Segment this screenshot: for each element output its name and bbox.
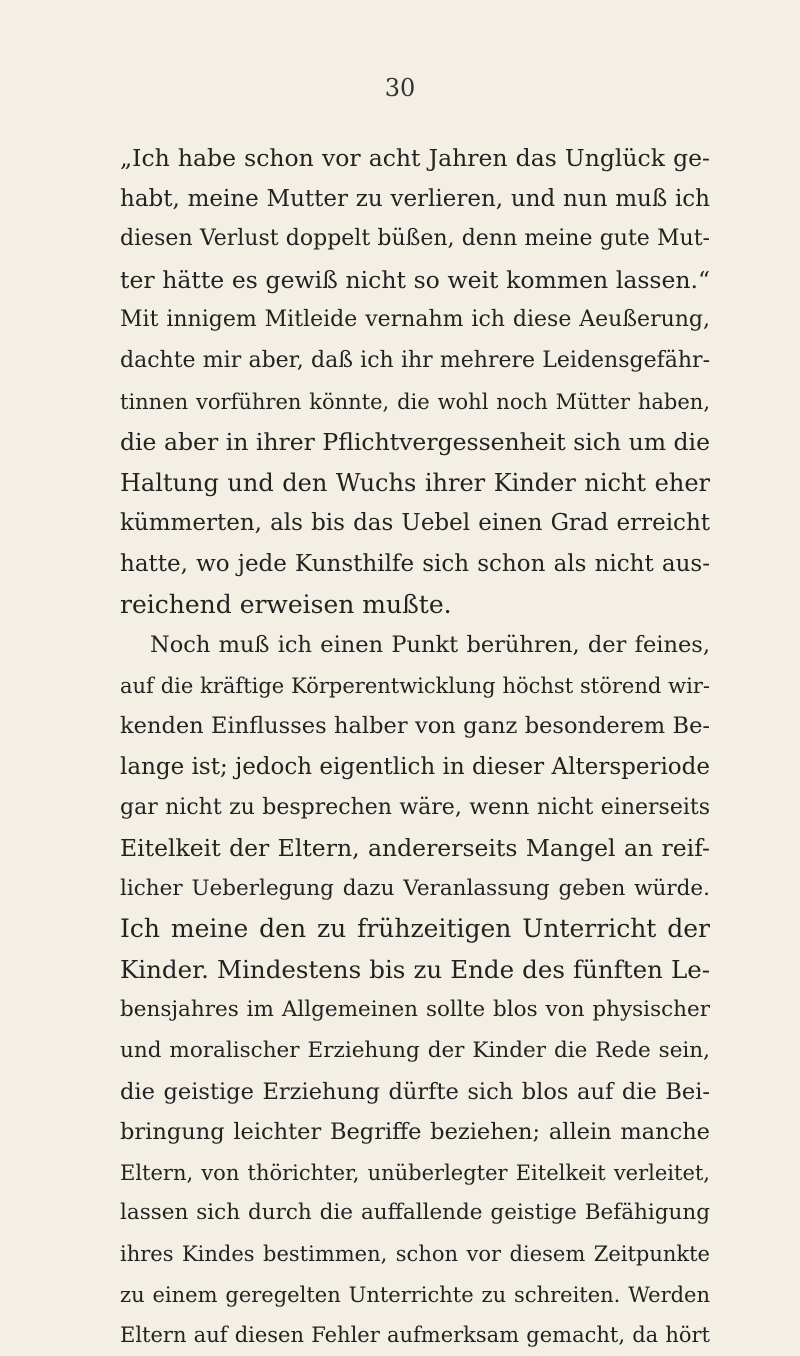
text-line: zu einem geregelten Unterrichte zu schreiten. Werden: [120, 1282, 710, 1307]
text-line: ter hätte es gewiß nicht so weit kommen lassen.“: [120, 265, 710, 294]
text-line: Eitelkeit der Eltern, andererseits Mangel an reif-: [120, 834, 710, 863]
text-line: lassen sich durch die auffallende geistige Befähigung: [120, 1200, 710, 1226]
page-number: 30: [384, 74, 416, 102]
text-line: licher Ueberlegung dazu Veranlassung geben würde.: [120, 875, 710, 901]
text-line: die geistige Erziehung dürfte sich blos auf die Bei-: [120, 1078, 710, 1105]
text-line: ihres Kindes bestimmen, schon vor diesem Zeitpunkte: [120, 1242, 710, 1267]
text-line: gar nicht zu besprechen wäre, wenn nicht einerseits: [120, 794, 710, 820]
text-line: dachte mir aber, daß ich ihr mehrere Leidensgefähr-: [120, 347, 710, 373]
text-line: kümmerten, als bis das Uebel einen Grad erreicht: [120, 510, 710, 537]
body-text: [120, 138, 710, 1356]
text-line: Ich meine den zu frühzeitigen Unterricht der: [120, 914, 710, 944]
text-line: Noch muß ich einen Punkt berühren, der feines,: [150, 632, 710, 659]
text-line: Mit innigem Mitleide vernahm ich diese Aeußerung,: [120, 307, 710, 333]
text-line: auf die kräftige Körperentwicklung höchst störend wir-: [120, 673, 710, 698]
text-line: Kinder. Mindestens bis zu Ende des fünften Le-: [120, 954, 710, 984]
text-line: „Ich habe schon vor acht Jahren das Unglück ge-: [120, 144, 710, 172]
text-line: diesen Verlust doppelt büßen, denn meine gute Mut-: [120, 226, 710, 252]
text-line: Haltung und den Wuchs ihrer Kinder nicht eher: [120, 468, 710, 497]
text-line: lange ist; jedoch eigentlich in dieser Altersperiode: [120, 753, 710, 780]
text-line: und moralischer Erziehung der Kinder die Rede sein,: [120, 1038, 710, 1064]
text-line: bensjahres im Allgemeinen sollte blos von physischer: [120, 997, 710, 1023]
text-line: kenden Einflusses halber von ganz besonderem Be-: [120, 713, 710, 740]
text-line: Eltern auf diesen Fehler aufmerksam gemacht, da hört: [120, 1323, 710, 1348]
text-line: die aber in ihrer Pflichtvergessenheit sich um die: [120, 428, 710, 457]
text-line: reichend erweisen mußte.: [120, 589, 452, 619]
text-line: hatte, wo jede Kunsthilfe sich schon als nicht aus-: [120, 550, 710, 577]
text-line: Eltern, von thörichter, unüberlegter Eitelkeit verleitet,: [120, 1160, 710, 1185]
text-line: tinnen vorführen könnte, die wohl noch Mütter haben,: [120, 389, 710, 414]
text-line: habt, meine Mutter zu verlieren, und nun muß ich: [120, 185, 710, 212]
text-line: bringung leichter Begriffe beziehen; allein manche: [120, 1119, 710, 1146]
